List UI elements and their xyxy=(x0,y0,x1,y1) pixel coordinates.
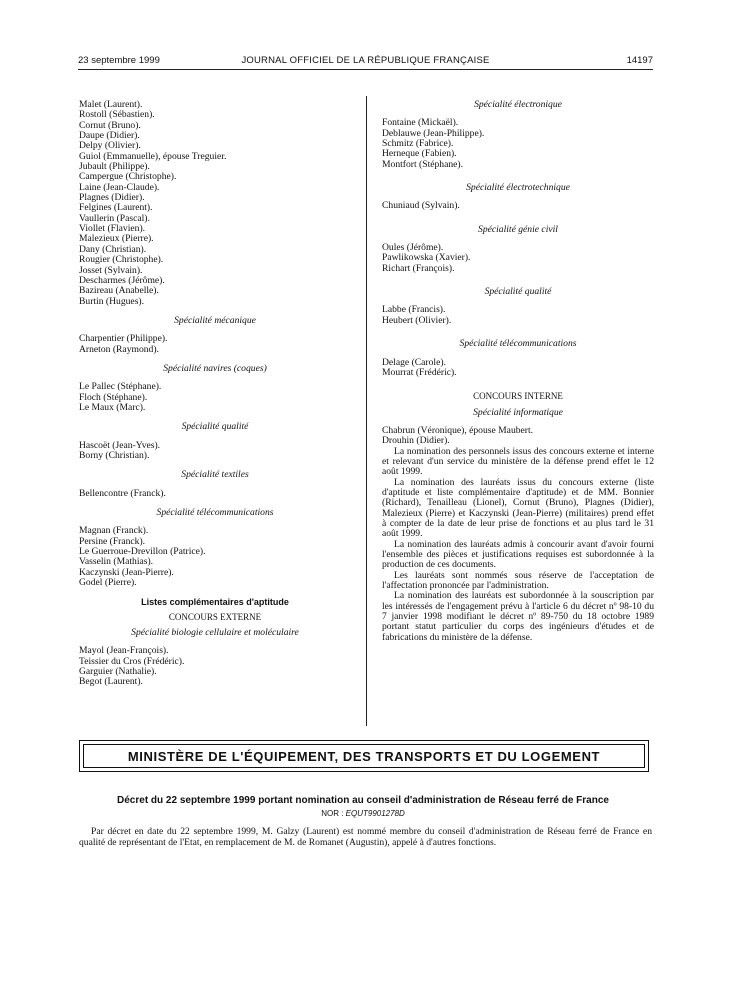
section-heading: Spécialité génie civil xyxy=(478,223,558,235)
name-entry: Schmitz (Fabrice). xyxy=(382,138,454,150)
page-header xyxy=(78,55,653,70)
body-paragraphs xyxy=(382,447,654,644)
name-entry: Campergue (Christophe). xyxy=(79,171,177,183)
paragraph: La nomination des personnels issus des concours externe et interne et relevant d'un service du ministère de la défense prend effet le 12 août 1999. xyxy=(382,445,654,478)
name-entry: Montfort (Stéphane). xyxy=(382,158,463,170)
names-list-textiles xyxy=(79,489,351,499)
name-entry: Fontaine (Mickaël). xyxy=(382,117,459,129)
paragraph: Les lauréats sont nommés sous réserve de l'acceptation de l'affectation prononcée par l'administration. xyxy=(382,569,654,592)
name-entry: Malet (Laurent). xyxy=(79,99,143,110)
names-list-electrotechnique xyxy=(382,201,654,211)
name-entry: Kaczynski (Jean-Pierre). xyxy=(79,566,174,578)
name-entry: Teissier du Cros (Frédéric). xyxy=(79,655,185,667)
name-entry: Laine (Jean-Claude). xyxy=(79,181,160,193)
ministry-banner xyxy=(79,740,649,772)
name-entry: Dany (Christian). xyxy=(79,243,147,255)
name-entry: Herneque (Fabien). xyxy=(382,148,457,160)
name-entry: Chuniaud (Sylvain). xyxy=(382,200,460,212)
names-list-navires xyxy=(79,382,351,413)
name-entry: Vasselin (Mathias). xyxy=(79,556,154,568)
section-heading: Spécialité textiles xyxy=(181,469,249,481)
ministry-title: MINISTÈRE DE L'ÉQUIPEMENT, DES TRANSPORTS ET DU LOGEMENT xyxy=(127,748,601,764)
nor-label: NOR : xyxy=(321,809,344,818)
name-entry: Deblauwe (Jean-Philippe). xyxy=(382,127,485,139)
section-heading: Spécialité informatique xyxy=(473,406,563,418)
name-entry: Guiol (Emmanuelle), épouse Treguier. xyxy=(79,150,227,162)
section-heading: Spécialité qualité xyxy=(484,286,552,298)
header-date: 23 septembre 1999 xyxy=(78,55,160,66)
name-entry: Oules (Jérôme). xyxy=(382,242,444,254)
name-entry: Plagnes (Didier). xyxy=(79,192,145,204)
section-heading: Spécialité télécommunications xyxy=(459,338,577,350)
name-entry: Pawlikowska (Xavier). xyxy=(382,252,471,264)
name-entry: Malezieux (Pierre). xyxy=(79,233,154,245)
section-heading: Spécialité mécanique xyxy=(174,314,256,326)
name-entry: Godel (Pierre). xyxy=(79,577,137,589)
names-list-informatique xyxy=(382,426,654,447)
decree-title: Décret du 22 septembre 1999 portant nomination au conseil d'administration de Réseau ferré de France xyxy=(117,795,609,806)
name-entry: Bazireau (Anabelle). xyxy=(79,285,159,297)
names-list-mecanique xyxy=(79,334,351,355)
section-heading: Spécialité électronique xyxy=(474,99,562,110)
section-heading: Spécialité navires (coques) xyxy=(163,362,267,374)
concours-interne-heading: CONCOURS INTERNE xyxy=(473,391,563,402)
name-entry: Charpentier (Philippe). xyxy=(79,333,168,345)
section-heading: Spécialité télécommunications xyxy=(156,507,274,518)
name-entry: Begot (Laurent). xyxy=(79,676,143,688)
name-entry: Arneton (Raymond). xyxy=(79,343,159,355)
name-entry: Hascoët (Jean-Yves). xyxy=(79,439,161,451)
name-entry: Magnan (Franck). xyxy=(79,525,149,537)
name-entry: Floch (Stéphane). xyxy=(79,391,148,403)
name-entry: Labbe (Francis). xyxy=(382,304,446,316)
name-entry: Cornut (Bruno). xyxy=(79,119,141,131)
names-list-1 xyxy=(79,100,351,307)
name-entry: Viollet (Flavien). xyxy=(79,223,146,235)
name-entry: Garguier (Nathalie). xyxy=(79,666,157,678)
paragraph: La nomination des lauréats issus du concours externe (liste d'aptitude et liste complémentaire d'aptitude) et de MM. Bonnier (Richard), Tenailleau (Lionel), Cornut (Bruno), Plagnes (Didier), Malezieux (Pierre) et Kaczynski (Jean-Pierre) (militaires) prend effet à compter de la date de leur prise de fonctions et au plus tard le 31 août 1999. xyxy=(382,476,654,540)
name-entry: Josset (Sylvain). xyxy=(79,264,143,276)
section-heading: Spécialité qualité xyxy=(181,421,249,433)
names-list-telecom-right xyxy=(382,358,654,379)
section-heading: Spécialité électrotechnique xyxy=(466,182,570,194)
section-heading: Spécialité biologie cellulaire et moléculaire xyxy=(131,627,299,639)
decree-body: Par décret en date du 22 septembre 1999, M. Galzy (Laurent) est nommé membre du conseil d'administration de Réseau ferré de France en qualité de représentant de l'Etat, en remplacement de M. de Romanet (Augustin), appelé à d'autres fonctions. xyxy=(79,826,652,848)
listes-heading: Listes complémentaires d'aptitude xyxy=(141,597,289,608)
names-list-genie xyxy=(382,243,654,274)
names-list-telecom xyxy=(79,526,351,588)
name-entry: Le Guerroue-Drevillon (Patrice). xyxy=(79,546,206,558)
name-entry: Drouhin (Didier). xyxy=(382,435,450,447)
name-entry: Mayol (Jean-François). xyxy=(79,645,169,657)
names-list-biologie xyxy=(79,646,351,687)
name-entry: Rougier (Christophe). xyxy=(79,254,164,266)
nor-reference xyxy=(79,809,647,818)
column-divider xyxy=(366,96,367,726)
left-column xyxy=(79,100,351,688)
right-column xyxy=(382,100,654,643)
nor-code: EQUT9901278D xyxy=(345,809,405,818)
names-list-qualite-right xyxy=(382,305,654,326)
concours-externe-heading: CONCOURS EXTERNE xyxy=(168,611,262,622)
name-entry: Bellencontre (Franck). xyxy=(79,487,166,499)
name-entry: Le Pallec (Stéphane). xyxy=(79,381,162,393)
name-entry: Jubault (Philippe). xyxy=(79,161,150,173)
name-entry: Heubert (Olivier). xyxy=(382,314,452,326)
name-entry: Persine (Franck). xyxy=(79,535,146,547)
paragraph: La nomination des lauréats admis à concourir avant d'avoir fourni l'ensemble des pièces et justifications requises est subordonnée à la production de ces documents. xyxy=(382,538,654,571)
name-entry: Mourrat (Frédéric). xyxy=(382,366,457,378)
name-entry: Le Maux (Marc). xyxy=(79,401,146,413)
name-entry: Delage (Carole). xyxy=(382,356,446,368)
name-entry: Descharmes (Jérôme). xyxy=(79,274,165,286)
names-list-qualite xyxy=(79,441,351,462)
paragraph: La nomination des lauréats est subordonnée à la souscription par les intéressés de l'engagement prévu à l'article 6 du décret nº 98-10 du 7 janvier 1998 modifiant le décret nº 89-750 du 18 octobre 1989 portant statut particulier du corps des ingénieurs d'études et de fabrications du ministère de la défense. xyxy=(382,590,654,643)
name-entry: Borny (Christian). xyxy=(79,449,150,461)
name-entry: Burtin (Hugues). xyxy=(79,295,145,307)
name-entry: Vaullerin (Pascal). xyxy=(79,212,150,224)
name-entry: Chabrun (Véronique), épouse Maubert. xyxy=(382,424,534,436)
header-page-number: 14197 xyxy=(626,55,653,66)
name-entry: Felgines (Laurent). xyxy=(79,202,153,214)
name-entry: Daupe (Didier). xyxy=(79,130,140,142)
name-entry: Rostoll (Sébastien). xyxy=(79,109,155,121)
names-list-electronique xyxy=(382,118,654,170)
name-entry: Delpy (Olivier). xyxy=(79,140,141,152)
header-journal: JOURNAL OFFICIEL DE LA RÉPUBLIQUE FRANÇAISE xyxy=(241,55,490,66)
name-entry: Richart (François). xyxy=(382,262,455,274)
